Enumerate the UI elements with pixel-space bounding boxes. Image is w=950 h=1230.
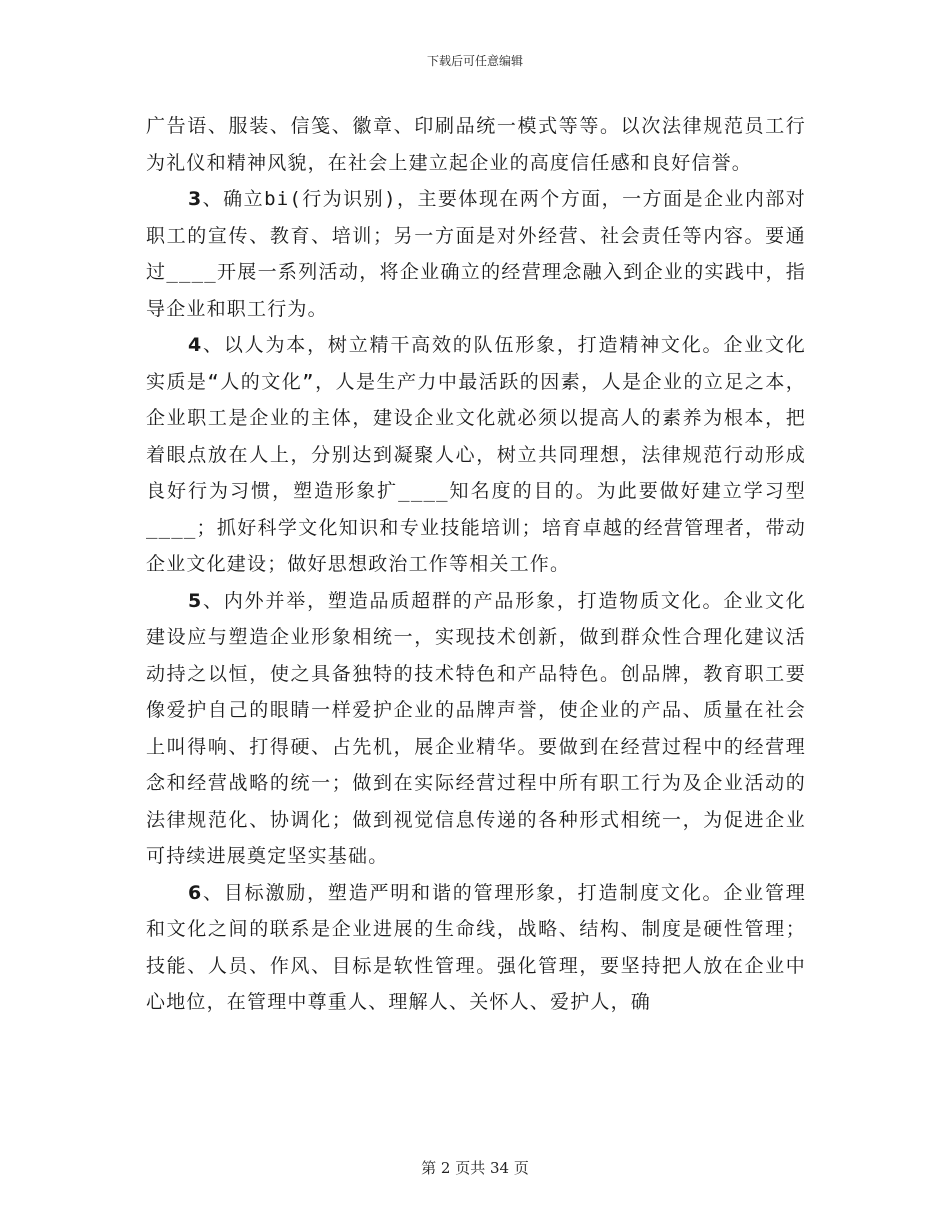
paragraph-item-5 [146,583,806,875]
item-number: 6 [188,881,203,904]
document-body [146,108,806,1021]
paragraph-text: 、以人为本，树立精干高效的队伍形象，打造精神文化。企业文化实质是“人的文化”，人是生产力中最活跃的因素，人是企业的立足之本，企业职工是企业的主体，建设企业文化就必须以提高人的素养为根本，把着眼点放在人上，分别达到凝聚人心，树立共同理想，法律规范行动形成良好行为习惯，塑造形象扩____知名度的目的。为此要做好建立学习型____；抓好科学文化知识和专业技能培训；培育卓越的经营管理者，带动企业文化建设；做好思想政治工作等相关工作。 [146,334,806,575]
paragraph-item-3 [146,181,806,327]
paragraph-text: 广告语、服装、信笺、徽章、印刷品统一模式等等。以次法律规范员工行为礼仪和精神风貌，在社会上建立起企业的高度信任感和良好信誉。 [146,115,806,174]
paragraph-item-6 [146,875,806,1021]
paragraph-continuation [146,108,806,181]
paragraph-item-4 [146,327,806,583]
paragraph-text: 、确立bi(行为识别)，主要体现在两个方面，一方面是企业内部对职工的宣传、教育、培训；另一方面是对外经营、社会责任等内容。要通过____开展一系列活动，将企业确立的经营理念融入到企业的实践中，指导企业和职工行为。 [146,188,806,320]
page-header: 下载后可任意编辑 [426,54,523,68]
item-number: 5 [188,589,203,612]
item-number: 3 [188,188,203,210]
item-number: 4 [188,334,203,356]
paragraph-text: 、目标激励，塑造严明和谐的管理形象，打造制度文化。企业管理和文化之间的联系是企业进展的生命线，战略、结构、制度是硬性管理；技能、人员、作风、目标是软性管理。强化管理，要坚持把人放在企业中心地位，在管理中尊重人、理解人、关怀人、爱护人，确 [146,881,806,1013]
paragraph-text: 、内外并举，塑造品质超群的产品形象，打造物质文化。企业文化建设应与塑造企业形象相统一，实现技术创新，做到群众性合理化建议活动持之以恒，使之具备独特的技术特色和产品特色。创品牌，教育职工要像爱护自己的眼睛一样爱护企业的品牌声誉，使企业的产品、质量在社会上叫得响、打得硬、占先机，展企业精华。要做到在经营过程中的经营理念和经营战略的统一；做到在实际经营过程中所有职工行为及企业活动的法律规范化、协调化；做到视觉信息传递的各种形式相统一，为促进企业可持续进展奠定坚实基础。 [146,589,806,867]
page-footer: 第 2 页共 34 页 [421,1159,529,1177]
